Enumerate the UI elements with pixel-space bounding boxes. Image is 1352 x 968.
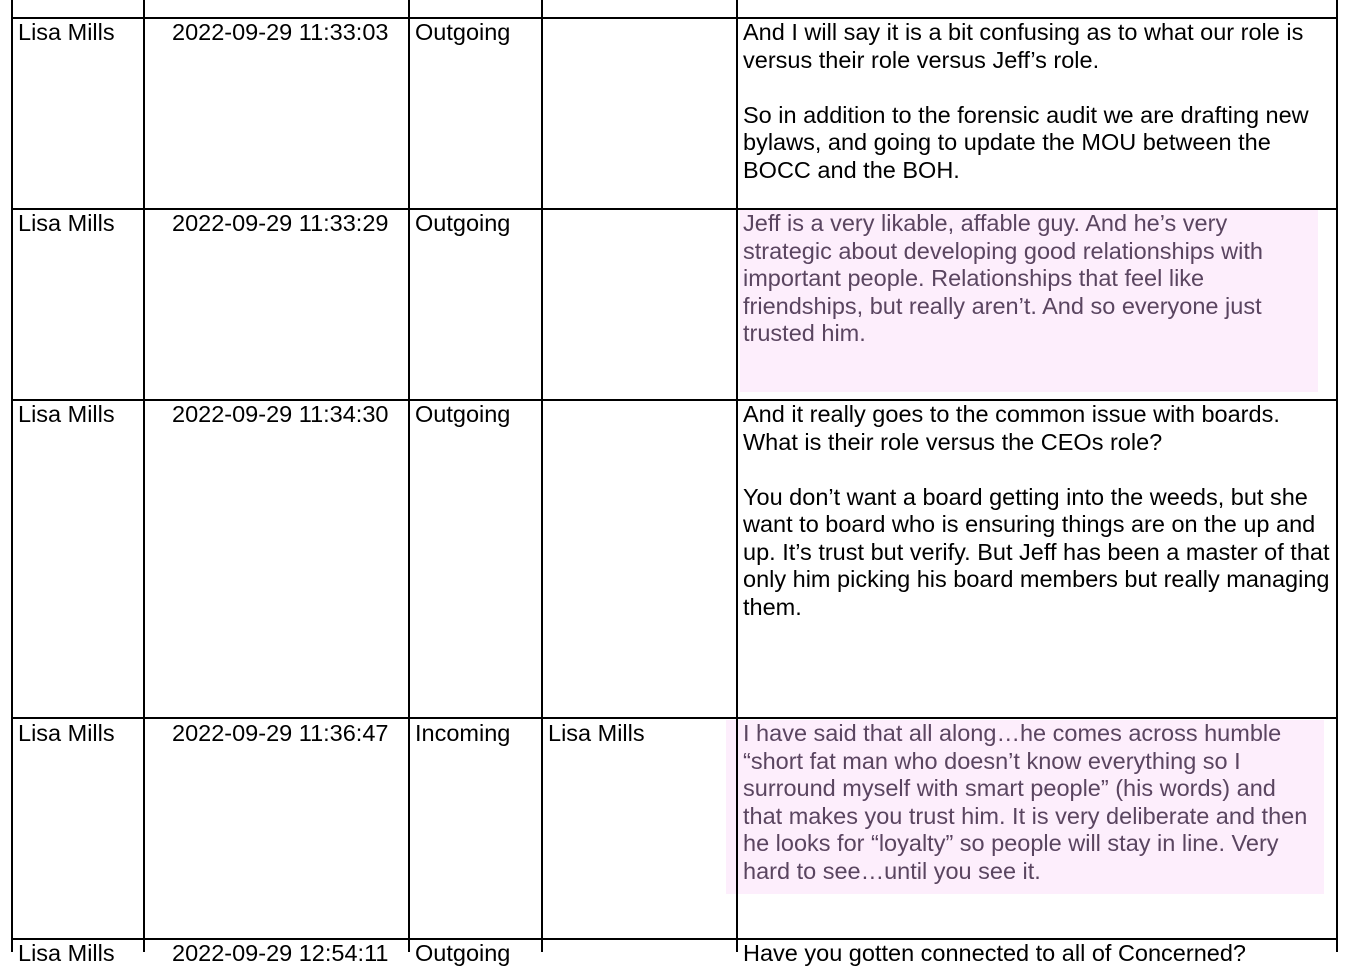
- message-paragraph: And I will say it is a bit confusing as to what our role is versus their role versus Jeff’s role.: [743, 19, 1304, 73]
- column-divider: [408, 0, 410, 952]
- message-paragraph: You don’t want a board getting into the weeds, but she want to board who is ensuring things are on the up and up. It’s trust but verify. But Jeff has been a master of that only him picking his board members but really managing them.: [743, 483, 1330, 620]
- message-body: [743, 940, 1333, 968]
- column-divider: [1336, 0, 1338, 952]
- message-body: [743, 210, 1309, 348]
- message-direction: Outgoing: [415, 401, 511, 427]
- message-recipient: Lisa Mills: [548, 720, 645, 746]
- column-divider: [541, 0, 543, 952]
- message-direction: Outgoing: [415, 210, 511, 236]
- message-direction: Outgoing: [415, 940, 511, 966]
- sender-name: Lisa Mills: [18, 19, 115, 45]
- message-timestamp: 2022-09-29 11:34:30: [172, 401, 389, 427]
- message-timestamp: 2022-09-29 11:33:03: [172, 19, 389, 45]
- column-divider: [736, 0, 738, 952]
- sender-name: Lisa Mills: [18, 401, 115, 427]
- row-divider: [11, 717, 1338, 719]
- column-divider: [11, 0, 13, 952]
- message-paragraph: I have said that all along…he comes across humble “short fat man who doesn’t know everything so I surround myself with smart people” (his words) and that makes you trust him. It is very deliberate and then he looks for “loyalty” so people will stay in line. Very hard to see…until you see it.: [743, 720, 1308, 884]
- message-timestamp: 2022-09-29 11:33:29: [172, 210, 389, 236]
- message-paragraph: And it really goes to the common issue with boards. What is their role versus the CEOs role?: [743, 401, 1280, 455]
- message-timestamp: 2022-09-29 11:36:47: [172, 720, 389, 746]
- message-paragraph: So in addition to the forensic audit we are drafting new bylaws, and going to update the MOU between the BOCC and the BOH.: [743, 101, 1309, 183]
- sender-name: Lisa Mills: [18, 720, 115, 746]
- message-paragraph: Have you gotten connected to all of Concerned?: [743, 940, 1246, 966]
- sender-name: Lisa Mills: [18, 940, 115, 966]
- message-paragraph: Jeff is a very likable, affable guy. And he’s very strategic about developing good relationships with important people. Relationships that feel like friendships, but really aren’t. And so everyone just trusted him.: [743, 210, 1263, 346]
- message-body: [743, 19, 1333, 184]
- message-body: [743, 720, 1321, 885]
- message-direction: Incoming: [415, 720, 511, 746]
- message-timestamp: 2022-09-29 12:54:11: [172, 940, 389, 966]
- sender-name: Lisa Mills: [18, 210, 115, 236]
- message-direction: Outgoing: [415, 19, 511, 45]
- column-divider: [143, 0, 145, 952]
- message-body: [743, 401, 1333, 621]
